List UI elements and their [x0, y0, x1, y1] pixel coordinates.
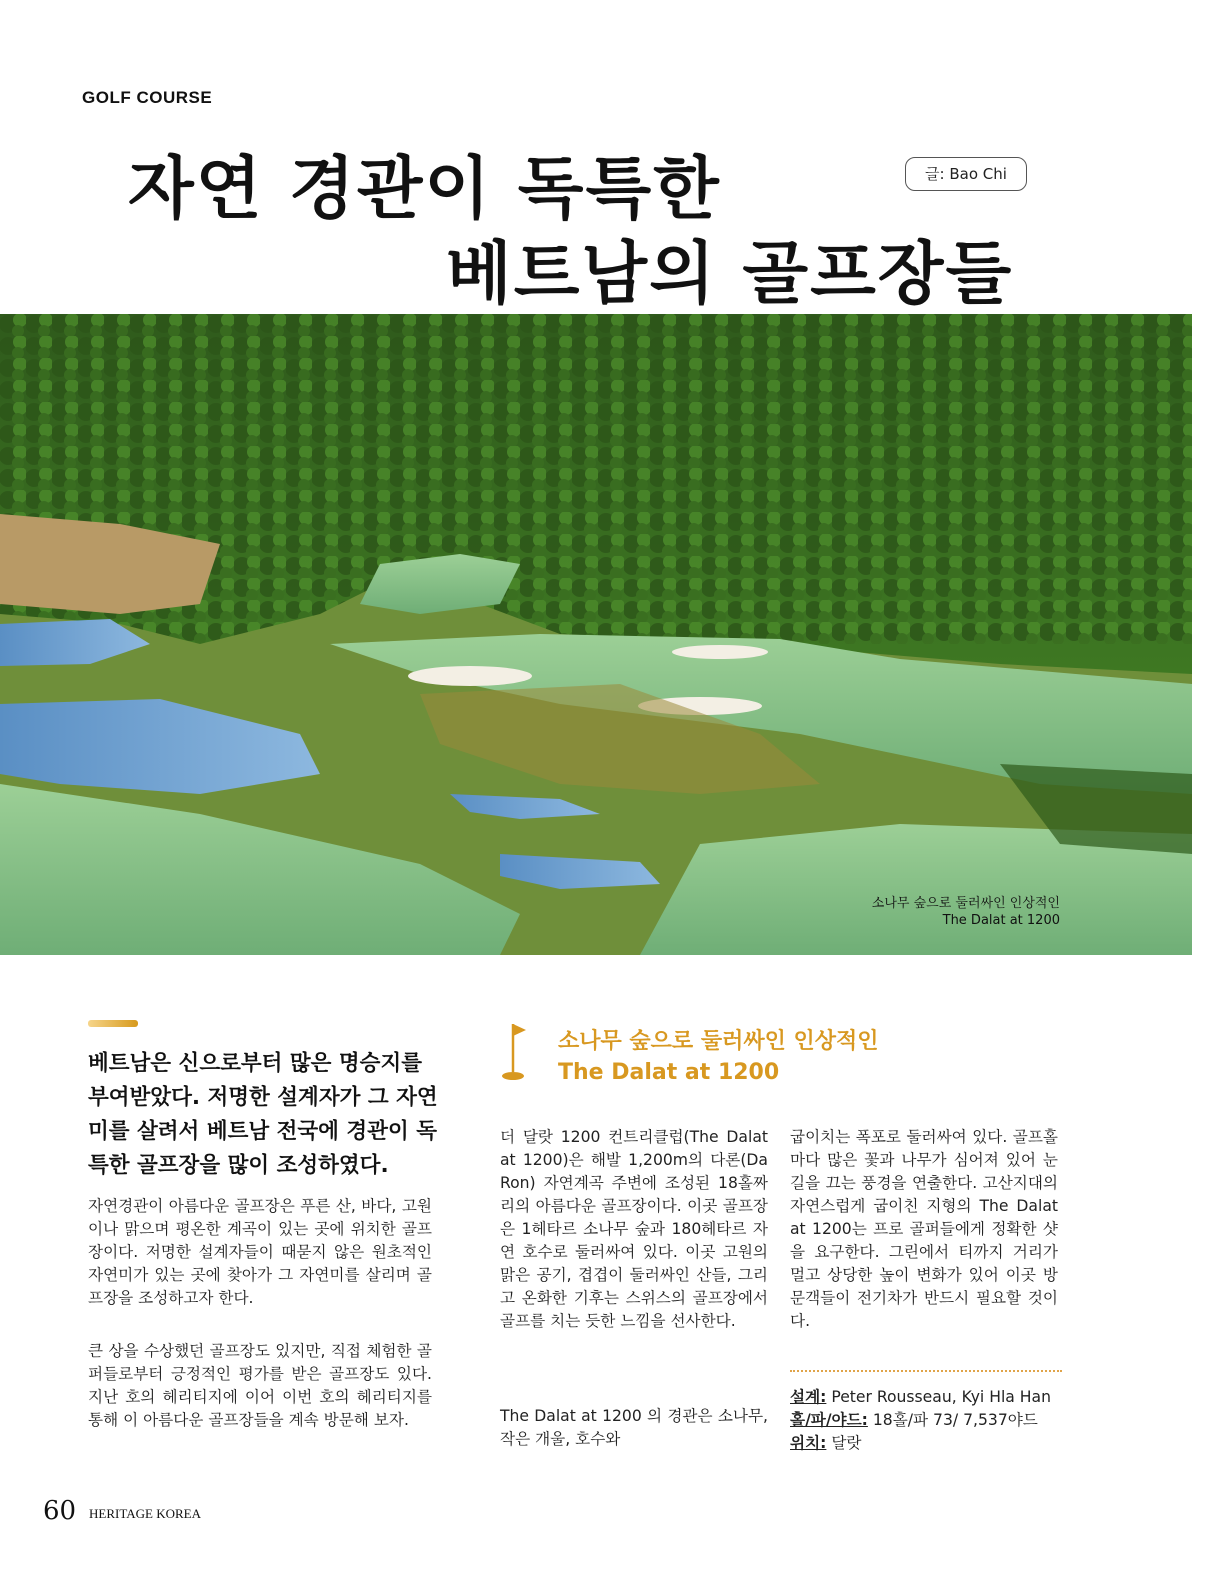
hero-photo [0, 314, 1192, 955]
info-holes [790, 1409, 1090, 1432]
feature-heading-line-1: 소나무 숲으로 둘러싸인 인상적인 [558, 1029, 879, 1054]
info-location-label: 위치: [790, 1434, 827, 1452]
info-design [790, 1386, 1090, 1409]
info-location-value: 달랏 [831, 1434, 862, 1452]
info-location [790, 1432, 1090, 1455]
photo-caption-line-1: 소나무 숲으로 둘러싸인 인상적인 [871, 896, 1060, 911]
course-info [790, 1386, 1090, 1455]
dotted-divider [790, 1370, 1062, 1372]
accent-bar [88, 1020, 138, 1027]
feature-heading-line-2: The Dalat at 1200 [558, 1060, 780, 1085]
photo-caption-line-2: The Dalat at 1200 [942, 913, 1060, 928]
golf-course-landscape-image [0, 314, 1192, 955]
feature-paragraph: 굽이치는 폭포로 둘러싸여 있다. 골프홀마다 많은 꽃과 나무가 심어져 있어 눈길을 끄는 풍경을 연출한다. 고산지대의 자연스럽게 굽이친 지형의 The Dalat at 1200는 프로 골퍼들에게 정확한 샷을 요구한다. 그린에서 티까지 거리가 멀고 상당한 높이 변화가 있어 이곳 방문객들이 전기차가 반드시 필요할 것이다. [790, 1128, 1058, 1330]
feature-heading [558, 1026, 879, 1088]
intro-paragraph: 자연경관이 아름다운 골프장은 푸른 산, 바다, 고원이나 맑으며 평온한 계곡이 있는 곳에 위치한 골프장이다. 저명한 설계자들이 때묻지 않은 원초적인 자연미가 있는 곳에 찾아가 그 자연미를 살리며 골프장을 조성하고자 한다. [88, 1197, 432, 1307]
feature-paragraph: The Dalat at 1200 의 경관은 소나무, 작은 개울, 호수와 [500, 1407, 768, 1448]
info-design-label: 설계: [790, 1388, 827, 1406]
golf-flag-icon [500, 1020, 530, 1082]
info-holes-label: 홀/파/야드: [790, 1411, 868, 1429]
lead-paragraph: 베트남은 신으로부터 많은 명승지를 부여받았다. 저명한 설계자가 그 자연미를 살려서 베트남 전국에 경관이 독특한 골프장을 많이 조성하였다. [88, 1051, 438, 1178]
page-number: 60 [43, 1496, 77, 1526]
info-holes-value: 18홀/파 73/ 7,537야드 [872, 1411, 1038, 1429]
article-title-line-1: 자연 경관이 독특한 [128, 150, 721, 229]
article-title-line-2: 베트남의 골프장들 [446, 235, 1014, 314]
byline: 글: Bao Chi [905, 157, 1027, 191]
photo-caption [872, 895, 1060, 929]
feature-paragraph: 더 달랏 1200 컨트리클럽(The Dalat at 1200)은 해발 1,200m의 다론(Da Ron) 자연계곡 주변에 조성된 18홀짜리의 아름다운 골프장이다. 이곳 골프장은 1헤타르 소나무 숲과 180헤타르 자연 호수로 둘러싸여 있다. 이곳 고원의 맑은 공기, 겹겹이 둘러싸인 산들, 그리고 온화한 기후는 스위스의 골프장에서 골프를 치는 듯한 느낌을 선사한다. [500, 1128, 768, 1330]
magazine-name: HERITAGE KOREA [89, 1506, 201, 1521]
section-label: GOLF COURSE [82, 88, 213, 107]
intro-paragraph: 큰 상을 수상했던 골프장도 있지만, 직접 체험한 골퍼들로부터 긍정적인 평가를 받은 골프장도 있다. 지난 호의 헤리티지에 이어 이번 호의 헤리티지를 통해 이 아름다운 골프장들을 계속 방문해 보자. [88, 1342, 432, 1429]
info-design-value: Peter Rousseau, Kyi Hla Han [831, 1388, 1051, 1406]
